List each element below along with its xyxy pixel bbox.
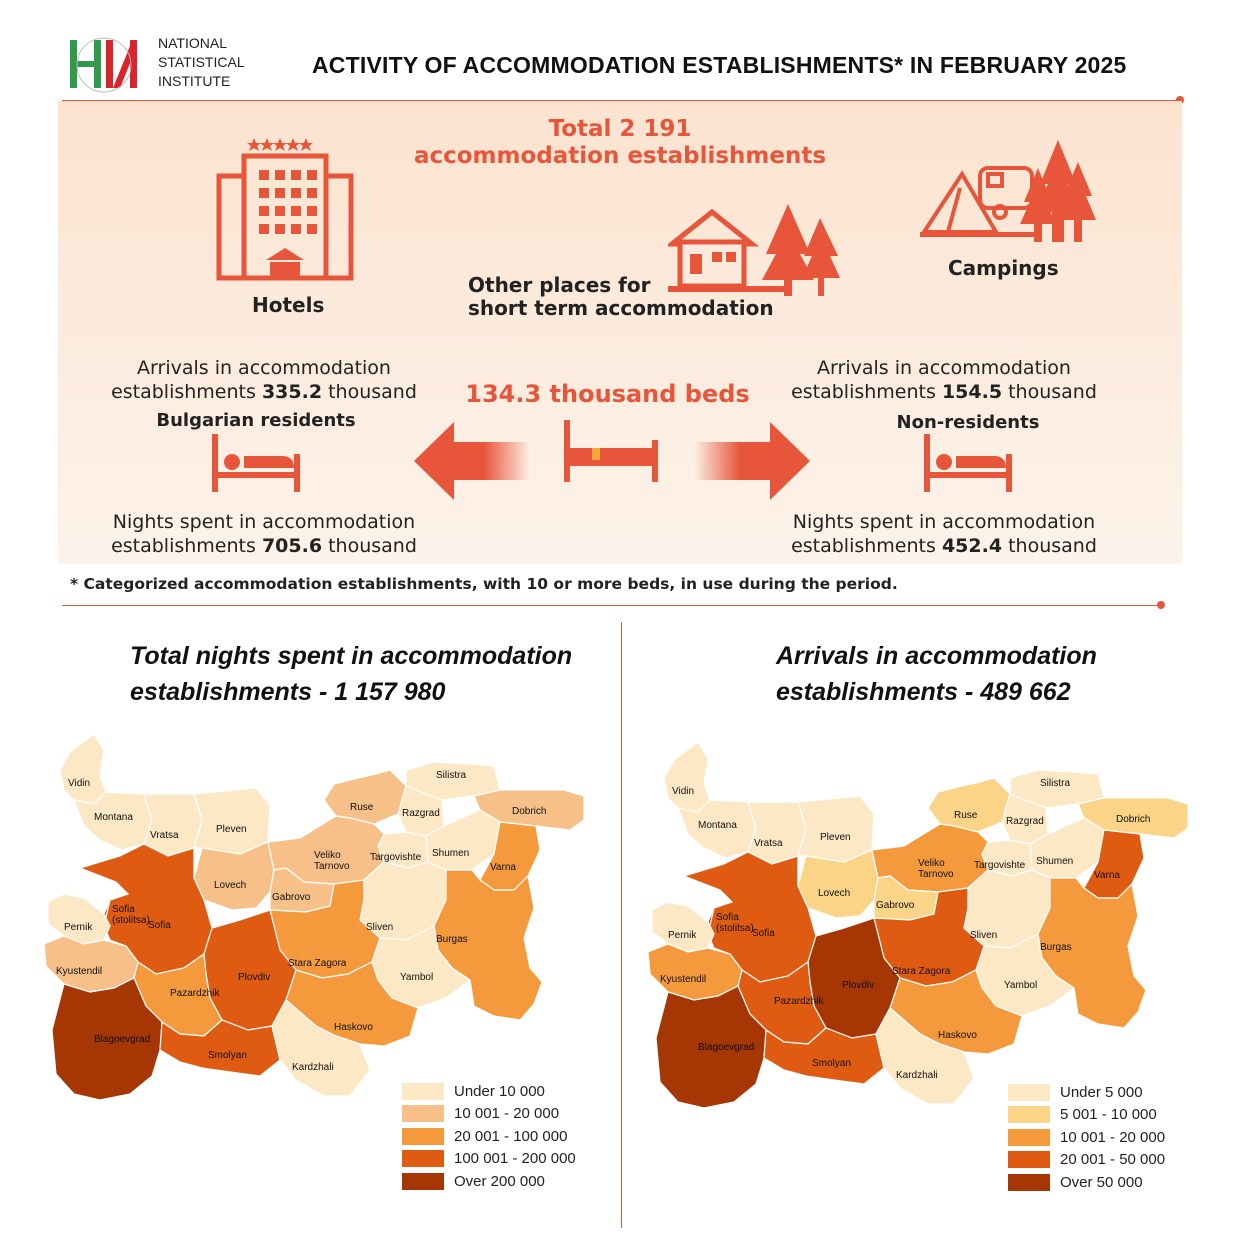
region-label: Dobrich: [512, 806, 547, 817]
nonresidents-arrivals: Arrivals in accommodation establishments 154.5 thousand: [791, 357, 1097, 403]
region-label: Silistra: [436, 770, 467, 781]
region-label: Pernik: [668, 930, 697, 941]
region-burgas: [434, 870, 542, 1020]
region-label: Pernik: [64, 922, 93, 933]
region-label: Pazardzhik: [170, 988, 220, 999]
region-label: Blagoevgrad: [94, 1034, 151, 1045]
maps-divider: [621, 622, 622, 1228]
region-vidin: [664, 742, 710, 812]
region-label: Gabrovo: [876, 900, 915, 911]
region-label: Burgas: [1040, 942, 1072, 953]
region-label: Ruse: [350, 802, 374, 813]
total-beds: 134.3 thousand beds: [465, 380, 750, 408]
legend-label: Under 10 000: [454, 1082, 545, 1100]
nights-choropleth-map: [34, 730, 600, 1102]
region-label: Veliko Tarnovo: [918, 858, 954, 880]
double-bed-icon: [564, 420, 658, 482]
region-label: Varna: [490, 862, 516, 873]
region-label: Silistra: [1040, 778, 1071, 789]
legend-swatch: [1008, 1084, 1050, 1101]
other-places-label: Other places for short term accommodation: [468, 273, 774, 320]
region-label: Gabrovo: [272, 892, 311, 903]
arrivals-legend: [1008, 1081, 1165, 1194]
legend-label: Over 200 000: [454, 1172, 545, 1190]
region-label: Montana: [94, 812, 133, 823]
region-label: Stara Zagora: [892, 966, 951, 977]
region-label: Kardzhali: [292, 1062, 334, 1073]
region-label: Smolyan: [208, 1050, 247, 1061]
bed-icon: [924, 434, 1012, 492]
arrivals-map-title: Arrivals in accommodation establishments - 489 662: [776, 642, 1097, 706]
legend-item: [1008, 1104, 1165, 1127]
region-label: Smolyan: [812, 1058, 851, 1069]
legend-swatch: [402, 1128, 444, 1145]
region-pleven: [194, 788, 270, 854]
arrivals-choropleth-map: [638, 738, 1204, 1110]
arrow-left-icon: [414, 422, 530, 500]
region-label: Targovishte: [974, 860, 1026, 871]
region-label: Sofia: [752, 928, 775, 939]
legend-item: [402, 1125, 576, 1148]
region-label: Stara Zagora: [288, 958, 347, 969]
region-label: Plovdiv: [842, 980, 875, 991]
region-vidin: [60, 734, 106, 804]
region-label: Montana: [698, 820, 737, 831]
region-label: Haskovo: [938, 1030, 977, 1041]
legend-label: 10 001 - 20 000: [1060, 1128, 1166, 1146]
hotels-label: Hotels: [252, 293, 325, 317]
legend-label: 20 001 - 100 000: [454, 1127, 568, 1145]
legend-label: 100 001 - 200 000: [454, 1150, 576, 1168]
legend-label: 20 001 - 50 000: [1060, 1151, 1166, 1169]
legend-item: [1008, 1171, 1165, 1194]
nsi-logo: [66, 34, 152, 96]
campings-label: Campings: [948, 256, 1059, 280]
page-title: ACTIVITY OF ACCOMMODATION ESTABLISHMENTS* IN FEBRUARY 2025: [312, 52, 1127, 78]
region-label: Kyustendil: [56, 966, 103, 977]
legend-item: [402, 1148, 576, 1171]
legend-item: [402, 1080, 576, 1103]
nights-legend: [402, 1080, 576, 1193]
region-label: Burgas: [436, 934, 468, 945]
total-establishments: Total 2 191 accommodation establishments: [413, 116, 827, 169]
legend-label: 5 001 - 10 000: [1060, 1106, 1157, 1124]
region-label: Sliven: [970, 930, 998, 941]
region-label: Ruse: [954, 810, 978, 821]
region-label: Blagoevgrad: [698, 1042, 755, 1053]
region-label: Kardzhali: [896, 1070, 938, 1081]
legend-label: Under 5 000: [1060, 1083, 1143, 1101]
org-name: NATIONAL STATISTICAL INSTITUTE: [158, 35, 245, 89]
legend-label: 10 001 - 20 000: [454, 1105, 560, 1123]
legend-swatch: [402, 1083, 444, 1100]
legend-label: Over 50 000: [1060, 1173, 1143, 1191]
nonresidents-nights: Nights spent in accommodation establishments 452.4 thousand: [791, 511, 1097, 557]
footnote: * Categorized accommodation establishments, with 10 or more beds, in use during the period.: [70, 575, 898, 593]
region-label: Yambol: [400, 972, 434, 983]
legend-item: [402, 1170, 576, 1193]
region-label: Pazardzhik: [774, 996, 824, 1007]
nonresidents-heading: Non-residents: [896, 412, 1040, 433]
nights-map-title: Total nights spent in accommodation establishments - 1 157 980: [130, 642, 573, 706]
residents-heading: Bulgarian residents: [156, 410, 356, 431]
region-label: Sliven: [366, 922, 394, 933]
region-label: Vidin: [68, 778, 91, 789]
residents-nights: Nights spent in accommodation establishments 705.6 thousand: [111, 511, 417, 557]
residents-arrivals: Arrivals in accommodation establishments 335.2 thousand: [111, 357, 417, 403]
region-label: Sofia (stolitsa): [716, 912, 754, 934]
region-label: Sofia (stolitsa): [112, 904, 150, 926]
region-label: Plovdiv: [238, 972, 271, 983]
region-label: Pleven: [216, 824, 247, 835]
region-pernik: [48, 894, 110, 944]
legend-item: [1008, 1149, 1165, 1172]
legend-swatch: [1008, 1106, 1050, 1123]
legend-item: [402, 1103, 576, 1126]
region-label: Pleven: [820, 832, 851, 843]
region-label: Dobrich: [1116, 814, 1151, 825]
hotel-icon: [214, 136, 356, 282]
legend-item: [1008, 1126, 1165, 1149]
legend-swatch: [402, 1150, 444, 1167]
region-label: Haskovo: [334, 1022, 373, 1033]
region-label: Shumen: [432, 848, 470, 859]
region-label: Yambol: [1004, 980, 1038, 991]
region-label: Sofia: [148, 920, 171, 931]
legend-swatch: [402, 1105, 444, 1122]
region-label: Lovech: [818, 888, 851, 899]
region-label: Targovishte: [370, 852, 422, 863]
region-vratsa: [144, 794, 202, 856]
legend-swatch: [1008, 1174, 1050, 1191]
region-pernik: [652, 902, 714, 952]
region-label: Lovech: [214, 880, 247, 891]
region-vratsa: [748, 802, 806, 864]
bed-icon: [212, 434, 300, 492]
legend-swatch: [1008, 1151, 1050, 1168]
region-label: Varna: [1094, 870, 1120, 881]
camping-icon: [920, 140, 1096, 246]
region-label: Vidin: [672, 786, 695, 797]
legend-swatch: [1008, 1129, 1050, 1146]
region-label: Veliko Tarnovo: [314, 850, 350, 872]
region-label: Shumen: [1036, 856, 1074, 867]
region-label: Vratsa: [754, 838, 783, 849]
region-label: Razgrad: [402, 808, 440, 819]
footnote-divider-dot: [1157, 601, 1165, 609]
region-label: Kyustendil: [660, 974, 707, 985]
region-pleven: [798, 796, 874, 862]
footnote-divider: [62, 605, 1158, 606]
legend-swatch: [402, 1173, 444, 1190]
region-burgas: [1038, 878, 1146, 1028]
region-label: Vratsa: [150, 830, 179, 841]
legend-item: [1008, 1081, 1165, 1104]
region-label: Razgrad: [1006, 816, 1044, 827]
